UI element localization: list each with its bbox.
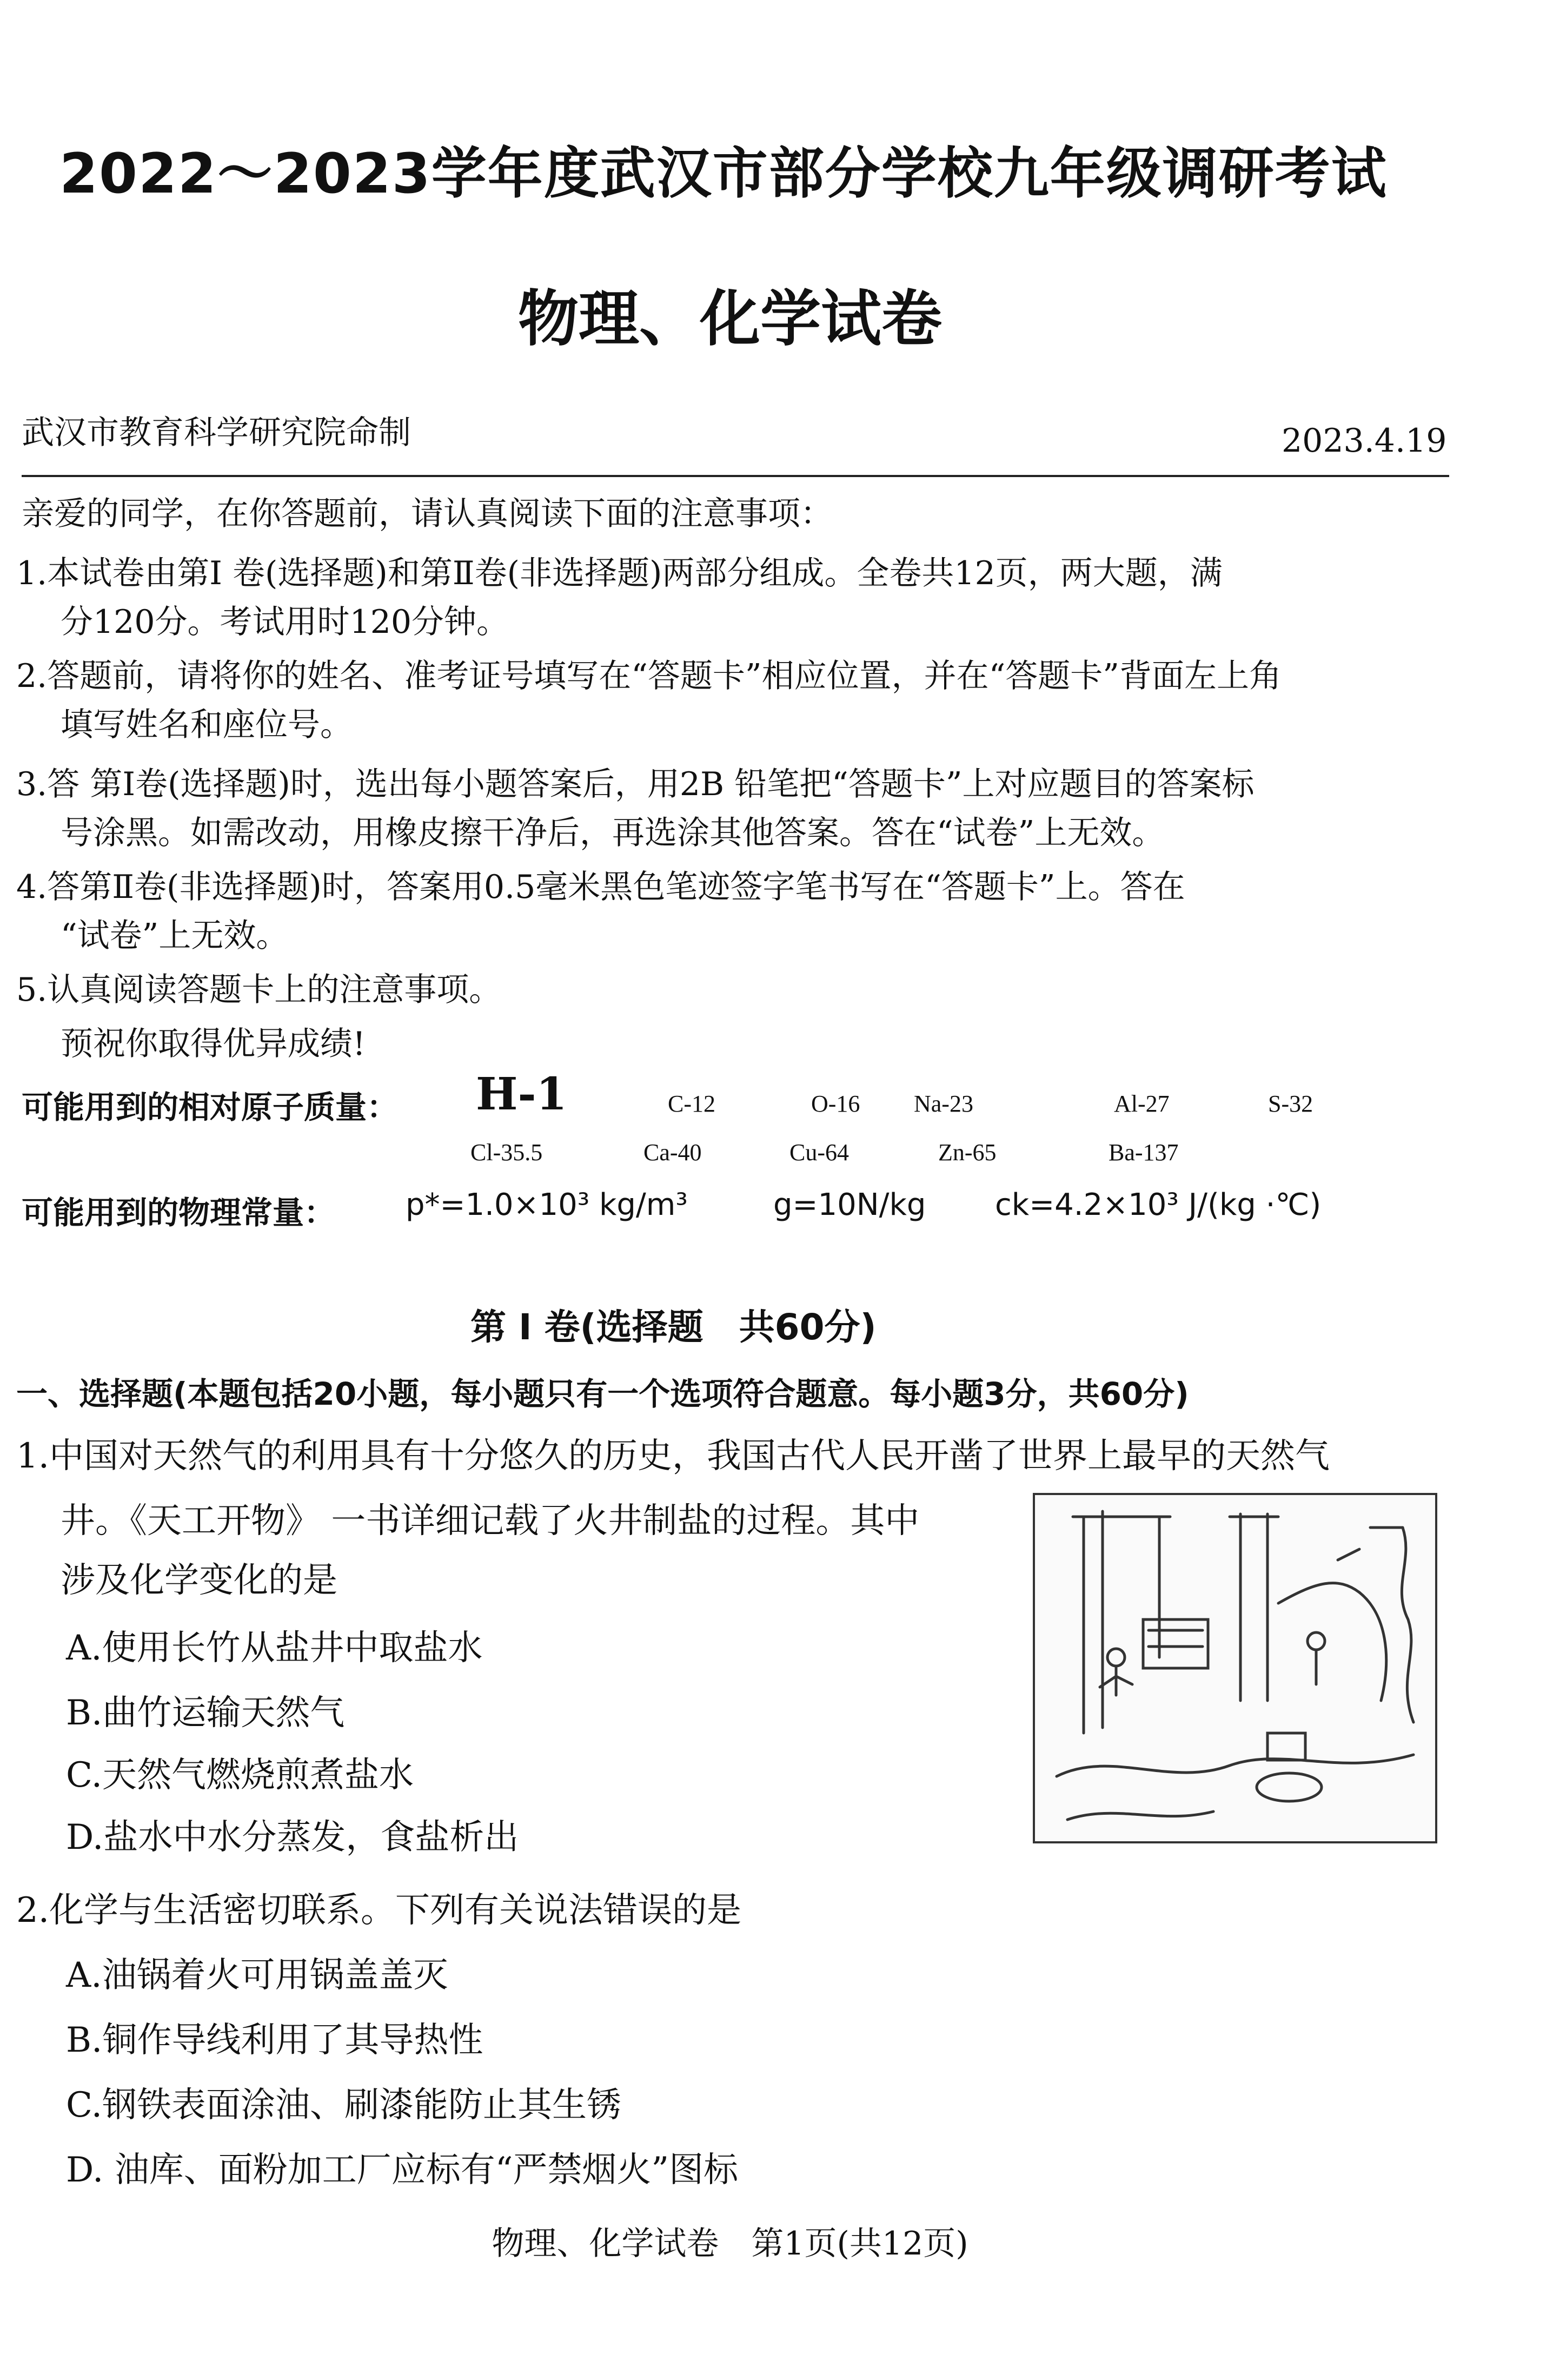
atomic-mass-cu: Cu-64 [789, 1139, 849, 1166]
notice-item-2-line1: 2.答题前，请将你的姓名、准考证号填写在“答题卡”相应位置，并在“答题卡”背面左上角 [16, 657, 1282, 695]
atomic-mass-label: 可能用到的相对原子质量： [22, 1089, 399, 1126]
constants-label: 可能用到的物理常量： [22, 1194, 336, 1231]
section-title: 第 Ⅰ 卷(选择题 共60分) [470, 1306, 877, 1348]
atomic-mass-zn: Zn-65 [938, 1139, 997, 1166]
question-1-option-b: B.曲竹运输天然气 [66, 1693, 345, 1733]
issuer: 武汉市教育科学研究院命制 [22, 414, 411, 452]
notice-item-4-line2: “试卷”上无效。 [61, 917, 289, 955]
constant-density: p*=1.0×10³ kg/m³ [406, 1187, 688, 1222]
question-2-stem: 2.化学与生活密切联系。下列有关说法错误的是 [16, 1890, 742, 1931]
notice-item-1-line1: 1.本试卷由第Ⅰ 卷(选择题)和第Ⅱ卷(非选择题)两部分组成。全卷共12页，两大题，满 [16, 554, 1223, 592]
question-1-stem-line3: 涉及化学变化的是 [61, 1561, 337, 1601]
atomic-mass-al: Al-27 [1114, 1090, 1170, 1117]
question-1-stem-line2: 井。《天工开物》 一书详细记载了火井制盐的过程。其中 [61, 1501, 920, 1541]
header-divider [22, 475, 1449, 477]
notice-item-1-line2: 分120分。考试用时120分钟。 [61, 603, 509, 641]
notice-item-2-line2: 填写姓名和座位号。 [61, 706, 353, 744]
salt-well-illustration [1033, 1493, 1437, 1843]
constant-heat-capacity: ck=4.2×10³ J/(kg ·℃) [995, 1187, 1322, 1222]
notice-item-5-line1: 5.认真阅读答题卡上的注意事项。 [16, 971, 502, 1009]
atomic-mass-h: H-1 [476, 1068, 567, 1120]
question-2-option-a: A.油锅着火可用锅盖盖灭 [66, 1955, 448, 1995]
atomic-mass-cl: Cl-35.5 [470, 1139, 543, 1166]
notice-item-3-line2: 号涂黑。如需改动，用橡皮擦干净后，再选涂其他答案。答在“试卷”上无效。 [61, 814, 1165, 852]
question-1-stem-line1: 1.中国对天然气的利用具有十分悠久的历史，我国古代人民开凿了世界上最早的天然气 [16, 1436, 1330, 1476]
question-2-option-d: D. 油库、面粉加工厂应标有“严禁烟火”图标 [66, 2150, 739, 2190]
question-1-option-c: C.天然气燃烧煎煮盐水 [66, 1755, 414, 1795]
constant-gravity: g=10N/kg [773, 1187, 926, 1222]
atomic-mass-s: S-32 [1268, 1090, 1313, 1117]
exam-date: 2023.4.19 [1282, 422, 1447, 460]
exam-subtitle: 物理、化学试卷 [518, 284, 942, 354]
page-footer: 物理、化学试卷 第1页(共12页) [492, 2225, 968, 2263]
notice-intro: 亲爱的同学，在你答题前，请认真阅读下面的注意事项： [22, 495, 833, 533]
atomic-mass-ba: Ba-137 [1109, 1139, 1179, 1166]
atomic-mass-na: Na-23 [914, 1090, 973, 1117]
question-2-option-b: B.铜作导线利用了其导热性 [66, 2020, 483, 2060]
atomic-mass-c: C-12 [668, 1090, 715, 1117]
question-1-option-a: A.使用长竹从盐井中取盐水 [66, 1628, 483, 1668]
exam-title: 2022～2023学年度武汉市部分学校九年级调研考试 [59, 142, 1388, 206]
notice-item-3-line1: 3.答 第Ⅰ卷(选择题)时，选出每小题答案后，用2B 铅笔把“答题卡”上对应题目的答案标 [16, 765, 1255, 803]
question-2-option-c: C.钢铁表面涂油、刷漆能防止其生锈 [66, 2085, 622, 2125]
section-part-heading: 一、选择题(本题包括20小题，每小题只有一个选项符合题意。每小题3分，共60分) [16, 1376, 1189, 1412]
notice-item-5-line2: 预祝你取得优异成绩! [61, 1025, 366, 1063]
atomic-mass-ca: Ca-40 [643, 1139, 702, 1166]
question-1-option-d: D.盐水中水分蒸发，食盐析出 [66, 1817, 519, 1857]
atomic-mass-o: O-16 [811, 1090, 860, 1117]
notice-item-4-line1: 4.答第Ⅱ卷(非选择题)时，答案用0.5毫米黑色笔迹签字笔书写在“答题卡”上。答在 [16, 868, 1185, 906]
